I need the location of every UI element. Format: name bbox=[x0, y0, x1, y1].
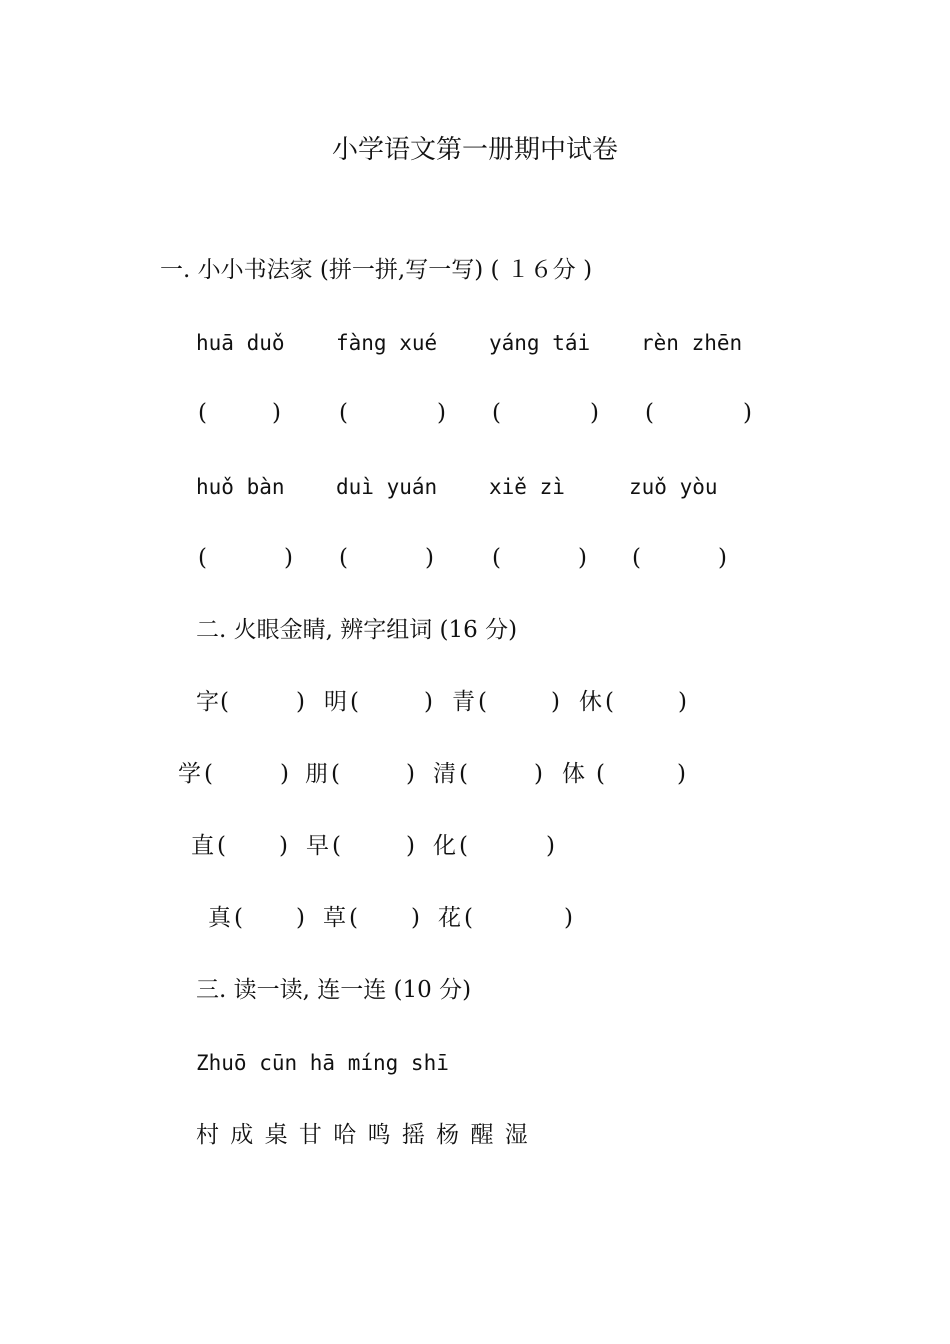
answer-blank-open: ( bbox=[234, 905, 243, 931]
answer-blank-close: ) bbox=[280, 761, 289, 787]
char-peng: 朋 bbox=[305, 761, 328, 787]
answer-blank-open: ( bbox=[349, 905, 358, 931]
answer-blank-open: ( bbox=[645, 400, 654, 426]
answer-blank-close: ) bbox=[677, 761, 686, 787]
section1-heading: 一. 小小书法家 (拼一拼,写一写) ( １６分 ) bbox=[160, 257, 593, 283]
answer-blank-open: ( bbox=[632, 545, 641, 571]
answer-blank-close: ) bbox=[406, 761, 415, 787]
answer-blank-close: ) bbox=[534, 761, 543, 787]
char-cao: 草 bbox=[323, 905, 346, 931]
answer-blank-close: ) bbox=[743, 400, 752, 426]
section3-chars-line: 村 成 桌 甘 哈 鸣 摇 杨 醒 湿 bbox=[196, 1122, 528, 1148]
char-zao: 早 bbox=[306, 833, 329, 859]
answer-blank-open: ( bbox=[492, 545, 501, 571]
pinyin-huo-ban: huǒ bàn bbox=[196, 475, 285, 499]
answer-blank-open: ( bbox=[339, 400, 348, 426]
answer-blank-close: ) bbox=[279, 833, 288, 859]
answer-blank-open: ( bbox=[220, 689, 229, 715]
pinyin-hua-duo: huā duǒ bbox=[196, 331, 285, 355]
char-hua-change: 化 bbox=[433, 833, 456, 859]
section3-heading: 三. 读一读, 连一连 (10 分) bbox=[196, 977, 472, 1003]
char-ming: 明 bbox=[324, 689, 347, 715]
answer-blank-close: ) bbox=[551, 689, 560, 715]
answer-blank-open: ( bbox=[331, 761, 340, 787]
pinyin-ren-zhen: rèn zhēn bbox=[641, 331, 743, 355]
answer-blank-close: ) bbox=[284, 545, 293, 571]
answer-blank-close: ) bbox=[425, 545, 434, 571]
answer-blank-open: ( bbox=[198, 545, 207, 571]
char-xiu: 休 bbox=[579, 689, 602, 715]
char-hua-flower: 花 bbox=[438, 905, 461, 931]
answer-blank-open: ( bbox=[605, 689, 614, 715]
answer-blank-close: ) bbox=[578, 545, 587, 571]
char-zhi: 直 bbox=[191, 833, 214, 859]
section2-heading: 二. 火眼金睛, 辨字组词 (16 分) bbox=[196, 617, 518, 643]
answer-blank-close: ) bbox=[437, 400, 446, 426]
char-ti: 体 bbox=[562, 761, 585, 787]
answer-blank-close: ) bbox=[406, 833, 415, 859]
pinyin-zuo-you: zuǒ yòu bbox=[629, 475, 718, 499]
char-xue: 学 bbox=[178, 761, 201, 787]
char-qing: 青 bbox=[452, 689, 475, 715]
answer-blank-close: ) bbox=[296, 905, 305, 931]
answer-blank-open: ( bbox=[478, 689, 487, 715]
char-zi: 字 bbox=[196, 689, 219, 715]
answer-blank-close: ) bbox=[546, 833, 555, 859]
section3-pinyin-line: Zhuō cūn hā míng shī bbox=[196, 1051, 449, 1075]
answer-blank-close: ) bbox=[564, 905, 573, 931]
pinyin-fang-xue: fàng xué bbox=[336, 331, 438, 355]
char-qing-clear: 清 bbox=[433, 761, 456, 787]
answer-blank-open: ( bbox=[464, 905, 473, 931]
answer-blank-close: ) bbox=[678, 689, 687, 715]
pinyin-yang-tai: yáng tái bbox=[489, 331, 591, 355]
answer-blank-close: ) bbox=[590, 400, 599, 426]
answer-blank-open: ( bbox=[332, 833, 341, 859]
answer-blank-close: ) bbox=[424, 689, 433, 715]
answer-blank-open: ( bbox=[350, 689, 359, 715]
answer-blank-close: ) bbox=[272, 400, 281, 426]
answer-blank-open: ( bbox=[459, 833, 468, 859]
char-zhen: 真 bbox=[208, 905, 231, 931]
answer-blank-close: ) bbox=[718, 545, 727, 571]
answer-blank-open: ( bbox=[339, 545, 348, 571]
answer-blank-open: ( bbox=[198, 400, 207, 426]
pinyin-dui-yuan: duì yuán bbox=[336, 475, 438, 499]
answer-blank-open: ( bbox=[204, 761, 213, 787]
answer-blank-open: ( bbox=[492, 400, 501, 426]
page-title: 小学语文第一册期中试卷 bbox=[331, 135, 618, 165]
pinyin-xie-zi: xiě zì bbox=[489, 475, 565, 499]
answer-blank-close: ) bbox=[296, 689, 305, 715]
answer-blank-close: ) bbox=[411, 905, 420, 931]
answer-blank-open: ( bbox=[596, 761, 605, 787]
answer-blank-open: ( bbox=[217, 833, 226, 859]
answer-blank-open: ( bbox=[459, 761, 468, 787]
